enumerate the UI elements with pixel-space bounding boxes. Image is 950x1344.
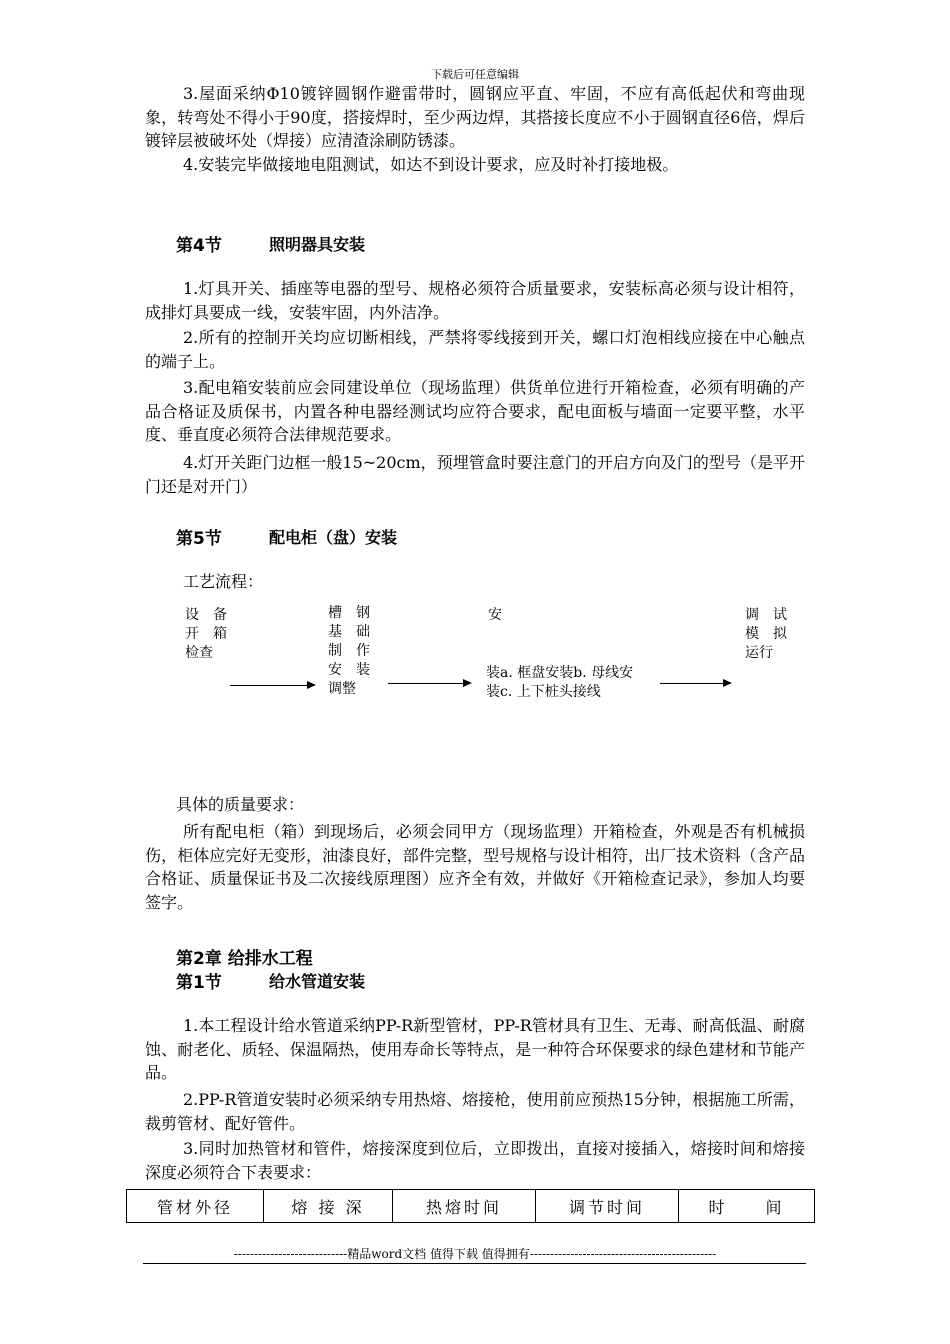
section-number: 第4节 [176,236,222,256]
section-title: 照明器具安装 [269,235,366,254]
section-number: 第5节 [176,529,222,549]
table-header-cell: 熔 接 深 [264,1190,393,1223]
table-header-cell: 管材外径 [127,1190,264,1223]
flow-step-install: 装a. 框盘安装b. 母线安 装c. 上下桩头接线 [486,665,634,700]
paragraph: 3.屋面采纳Φ10镀锌圆钢作避雷带时，圆钢应平直、牢固，不应有高低起伏和弯曲现象，转弯处不得小于90度，搭接焊时，至少两边焊，其搭接长度应不小于圆钢直径6倍，焊后镀锌层被破坏处（焊接）应清渣涂刷防锈漆。 [145,84,805,150]
section-heading [176,968,366,993]
paragraph: 3.同时加热管材和管件，熔接深度到位后，立即拨出，直接对接插入，熔接时间和熔接深度必须符合下表要求： [145,1139,805,1182]
paragraph: 1.本工程设计给水管道采纳PP-R新型管材，PP-R管材具有卫生、无毒、耐高低温、耐腐蚀、耐老化、质轻、保温隔热，使用寿命长等特点，是一种符合环保要求的绿色建材和节能产品。 [145,1016,805,1082]
flow-arrow [230,685,314,686]
table-header-row [127,1190,815,1223]
section-title: 给水管道安装 [269,972,366,991]
paragraph: 4.灯开关距门边框一般15~20cm，预埋管盒时要注意门的开启方向及门的型号（是平开门还是对开门） [145,453,805,496]
chapter-title: 第2章 给排水工程 [176,949,313,969]
page-header: 下载后可任意编辑 [431,68,519,81]
page-footer: ----------------------------精品word文档 值得下载 值得拥有---------------------------------------------- [233,1247,717,1261]
paragraph: 3.配电箱安装前应会同建设单位（现场监理）供货单位进行开箱检查，必须有明确的产品合格证及质保书，内置各种电器经测试均应符合要求，配电面板与墙面一定要平整，水平度、垂直度必须符合法律规范要求。 [145,378,805,444]
section-title: 配电柜（盘）安装 [269,528,398,547]
table-header-cell: 时 间 [679,1190,815,1223]
flow-step-channel-base: 槽 钢 基 础 制 作 安 装 调整 [328,605,370,697]
fusion-table [126,1189,815,1223]
paragraph: 4.安装完毕做接地电阻测试，如达不到设计要求，应及时补打接地极。 [183,155,679,174]
table-header-cell: 调节时间 [536,1190,679,1223]
flow-arrow [660,683,730,684]
paragraph: 所有配电柜（箱）到现场后，必须会同甲方（现场监理）开箱检查，外观是否有机械损伤，柜体应完好无变形，油漆良好，部件完整，型号规格与设计相符，出厂技术资料（含产品合格证、质量保证书及二次接线原理图）应齐全有效，并做好《开箱检查记录》，参加人均要签字。 [145,822,805,912]
paragraph: 1.灯具开关、插座等电器的型号、规格必须符合质量要求，安装标高必须与设计相符，成排灯具要成一线，安装牢固，内外洁净。 [145,279,805,322]
quality-label: 具体的质量要求： [176,795,305,814]
paragraph: 2.所有的控制开关均应切断相线，严禁将零线接到开关，螺口灯泡相线应接在中心触点的端子上。 [145,328,805,371]
flow-step-debug-run: 调 试 模 拟 运行 [745,607,787,661]
table-header-cell: 热熔时间 [393,1190,536,1223]
flow-step-install-head: 安 [488,607,502,623]
paragraph: 2.PP-R管道安装时必须采纳专用热熔、熔接枪，使用前应预热15分钟，根据施工所需，裁剪管材、配好管件。 [145,1090,805,1133]
flow-step-unpack-inspection: 设 备 开 箱 检查 [185,607,227,661]
process-label: 工艺流程： [183,572,264,591]
footer-rule [143,1263,806,1264]
section-heading [176,524,398,549]
section-heading [176,231,366,256]
section-number: 第1节 [176,973,222,993]
flow-arrow [388,683,470,684]
